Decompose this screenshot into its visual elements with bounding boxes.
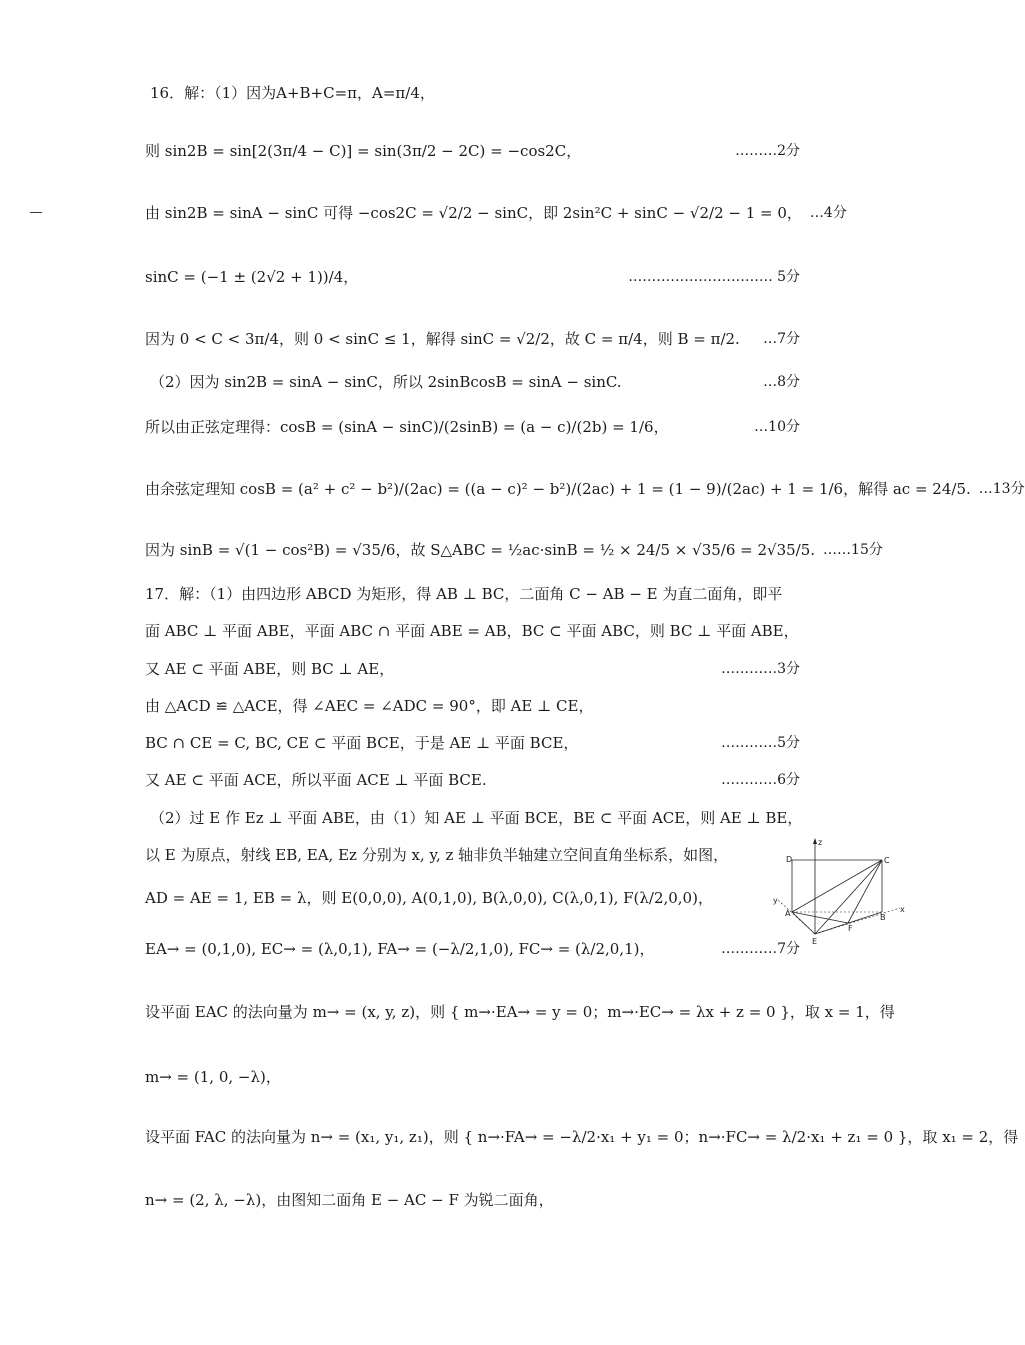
line-16: [150, 809, 803, 827]
line-6: [150, 373, 800, 391]
line-text: （2）因为 sin2B = sinA − sinC，所以 2sinBcosB = sinA − sinC.: [150, 373, 622, 391]
line-5: [145, 330, 800, 348]
label-D: D: [786, 855, 793, 864]
line-text: 因为 sinB = √(1 − cos²B) = √35/6，故 S△ABC = ½ac·sinB = ½ × 24/5 × √35/6 = 2√35/5.: [145, 541, 816, 559]
score-label: ……15分: [823, 541, 883, 558]
line-text: 以 E 为原点，射线 EB, EA, Ez 分别为 x, y, z 轴非负半轴建立空间直角坐标系，如图，: [145, 846, 729, 864]
line-text: 又 AE ⊂ 平面 ACE，所以平面 ACE ⊥ 平面 BCE.: [145, 771, 487, 789]
line-text: （2）过 E 作 Ez ⊥ 平面 ABE，由（1）知 AE ⊥ 平面 BCE，BE ⊂ 平面 ACE，则 AE ⊥ BE，: [150, 809, 803, 827]
line-17: [145, 846, 760, 864]
score-label: …8分: [763, 373, 800, 390]
score-label: …13分: [978, 480, 1025, 497]
line-text: 由余弦定理知 cosB = (a² + c² − b²)/(2ac) = ((a − c)² − b²)/(2ac) + 1 = (1 − 9)/(2ac) + 1 = 1/6，解得 ac = 24/5.: [145, 480, 971, 498]
score-label: …………3分: [721, 660, 800, 677]
line-text: 因为 0 < C < 3π/4，则 0 < sinC ≤ 1，解得 sinC = √2/2，故 C = π/4，则 B = π/2.: [145, 330, 740, 348]
line-21: [145, 1068, 800, 1086]
line-text: 16．解：（1）因为A+B+C=π，A=π/4，: [150, 84, 435, 102]
score-label: ………2分: [735, 142, 800, 159]
line-23: [145, 1191, 800, 1209]
line-3: [145, 204, 847, 222]
label-y: y: [773, 896, 778, 905]
line-20: [145, 1003, 895, 1021]
edge-AE: [792, 912, 815, 934]
line-text: 设平面 FAC 的法向量为 n→ = (x₁, y₁, z₁)，则 { n→·FA→ = −λ/2·x₁ + y₁ = 0；n→·FC→ = λ/2·x₁ + z₁ = 0 }，取 x₁ = 2，得: [145, 1128, 1019, 1146]
score-label: …7分: [763, 330, 800, 347]
line-text: m→ = (1, 0, −λ)，: [145, 1068, 281, 1086]
line-text: 由 sin2B = sinA − sinC 可得 −cos2C = √2/2 − sinC，即 2sin²C + sinC − √2/2 − 1 = 0，: [145, 204, 802, 222]
line-text: EA→ = (0,1,0), EC→ = (λ,0,1), FA→ = (−λ/2,1,0), FC→ = (λ/2,0,1)，: [145, 940, 655, 958]
line-text: BC ∩ CE = C, BC, CE ⊂ 平面 BCE，于是 AE ⊥ 平面 BCE，: [145, 734, 579, 752]
line-text: 所以由正弦定理得：cosB = (sinA − sinC)/(2sinB) = (a − c)/(2b) = 1/6，: [145, 418, 669, 436]
z-axis-arrow: [813, 838, 817, 844]
line-18: [145, 889, 760, 907]
line-text: n→ = (2, λ, −λ)，由图知二面角 E − AC − F 为锐二面角，: [145, 1191, 554, 1209]
label-x: x: [900, 905, 905, 914]
label-B: B: [880, 913, 886, 922]
line-15: [145, 771, 800, 789]
score-label: …………6分: [721, 771, 800, 788]
line-text: 17．解：（1）由四边形 ABCD 为矩形，得 AB ⊥ BC，二面角 C − AB − E 为直二面角，即平: [145, 585, 783, 603]
edge-AC: [792, 860, 882, 912]
line-text: sinC = (−1 ± (2√2 + 1))/4，: [145, 268, 359, 286]
line-text: 由 △ACD ≌ △ACE，得 ∠AEC = ∠ADC = 90°，即 AE ⊥ CE，: [145, 697, 594, 715]
line-2: [145, 142, 800, 160]
line-1: [150, 84, 800, 102]
line-4: [145, 268, 800, 286]
label-E: E: [812, 937, 818, 946]
coordinate-figure: [770, 836, 908, 948]
line-19: [145, 940, 800, 958]
score-label: …………7分: [721, 940, 800, 957]
edge-AF: [792, 912, 848, 923]
label-A: A: [785, 909, 791, 918]
line-13: [145, 697, 800, 715]
score-label: …………………………. 5分: [628, 268, 800, 285]
score-label: …10分: [754, 418, 800, 435]
line-22: [145, 1128, 1019, 1146]
margin-mark: [30, 212, 42, 213]
label-F: F: [848, 924, 853, 933]
line-text: 设平面 EAC 的法向量为 m→ = (x, y, z)，则 { m→·EA→ = y = 0；m→·EC→ = λx + z = 0 }，取 x = 1，得: [145, 1003, 895, 1021]
line-7: [145, 418, 800, 436]
line-text: 又 AE ⊂ 平面 ABE，则 BC ⊥ AE，: [145, 660, 395, 678]
line-10: [145, 585, 800, 603]
line-text: 则 sin2B = sin[2(3π/4 − C)] = sin(3π/2 − 2C) = −cos2C，: [145, 142, 582, 160]
label-C: C: [884, 856, 890, 865]
line-text: AD = AE = 1, EB = λ，则 E(0,0,0), A(0,1,0), B(λ,0,0), C(λ,0,1), F(λ/2,0,0)，: [145, 889, 713, 907]
label-z: z: [818, 838, 823, 847]
line-11: [145, 622, 800, 640]
line-12: [145, 660, 800, 678]
line-8: [145, 480, 1025, 498]
score-label: …………5分: [721, 734, 800, 751]
line-9: [145, 541, 883, 559]
score-label: …4分: [809, 204, 847, 221]
line-14: [145, 734, 800, 752]
line-text: 面 ABC ⊥ 平面 ABE，平面 ABC ∩ 平面 ABE = AB，BC ⊂ 平面 ABC，则 BC ⊥ 平面 ABE，: [145, 622, 799, 640]
